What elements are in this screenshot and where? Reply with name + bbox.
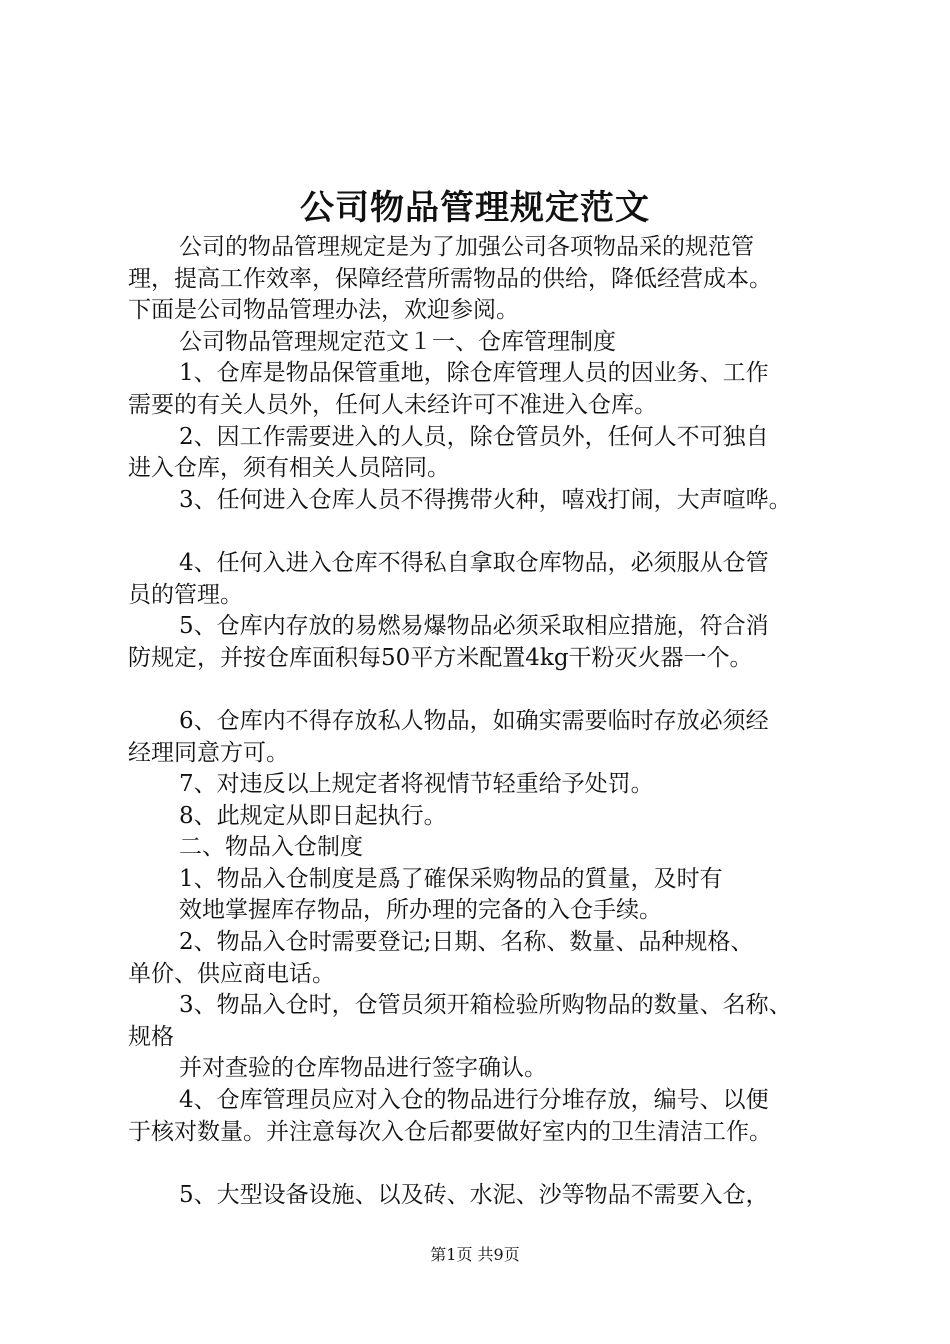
paragraph-line: 3、物品入仓时，仓管员须开箱检验所购物品的数量、名称、: [179, 992, 792, 1019]
paragraph-line: 经理同意方可。: [128, 739, 289, 766]
paragraph-line: 进入仓库，须有相关人员陪同。: [128, 455, 450, 482]
paragraph-line: 并对查验的仓库物品进行签字确认。: [179, 1055, 547, 1082]
paragraph-line: 4、仓库管理员应对入仓的物品进行分堆存放，编号、以便: [179, 1087, 769, 1114]
paragraph-line: 2、物品入仓时需要登记;日期、名称、数量、品种规格、: [179, 929, 754, 956]
paragraph-line: 8、此规定从即日起执行。: [179, 802, 447, 829]
paragraph-line: 下面是公司物品管理办法，欢迎参阅。: [128, 297, 519, 324]
document-title: 公司物品管理规定范文: [300, 188, 650, 228]
paragraph-line: 5、大型设备设施、以及砖、水泥、沙等物品不需要入仓，: [179, 1181, 769, 1208]
document-body: [128, 232, 853, 1211]
blank-line: [128, 516, 853, 548]
paragraph-line: 单价、供应商电话。: [128, 960, 335, 987]
paragraph-line: 公司的物品管理规定是为了加强公司各项物品采的规范管: [179, 234, 754, 260]
paragraph-line: 5、仓库内存放的易燃易爆物品必须采取相应措施，符合消: [179, 613, 769, 640]
paragraph-line: 防规定，并按仓库面积每50平方米配置4kg干粉灭火器一个。: [128, 644, 753, 671]
page-number-footer: 第1页 共9页: [430, 1245, 520, 1264]
paragraph-line: 6、仓库内不得存放私人物品，如确实需要临时存放必须经: [179, 707, 769, 734]
paragraph-line: 规格: [128, 1023, 174, 1050]
paragraph-line: 4、任何入进入仓库不得私自拿取仓库物品，必须服从仓管: [179, 549, 769, 576]
paragraph-line: 3、任何进入仓库人员不得携带火种，嘻戏打闹，大声喧哗。: [179, 486, 792, 513]
paragraph-line: 二、物品入仓制度: [179, 834, 363, 861]
blank-line: [128, 1148, 853, 1180]
paragraph-line: 理，提高工作效率，保障经营所需物品的供给，降低经营成本。: [128, 265, 772, 292]
paragraph-line: 公司物品管理规定范文１一、仓库管理制度: [179, 328, 616, 355]
paragraph-line: 员的管理。: [128, 581, 243, 608]
paragraph-line: 2、因工作需要进入的人员，除仓管员外，任何人不可独自: [179, 423, 769, 450]
blank-line: [128, 674, 853, 706]
paragraph-line: 1、仓库是物品保管重地，除仓库管理人员的因业务、工作: [179, 360, 769, 387]
paragraph-line: 7、对违反以上规定者将视情节轻重给予处罚。: [179, 771, 654, 798]
paragraph-line: 1、物品入仓制度是爲了確保采购物品的質量，及时有: [179, 865, 723, 892]
paragraph-line: 于核对数量。并注意每次入仓后都要做好室内的卫生清洁工作。: [128, 1118, 772, 1145]
paragraph-line: 效地掌握库存物品，所办理的完备的入仓手续。: [179, 897, 662, 924]
paragraph-line: 需要的有关人员外，任何人未经许可不准进入仓库。: [128, 391, 657, 418]
